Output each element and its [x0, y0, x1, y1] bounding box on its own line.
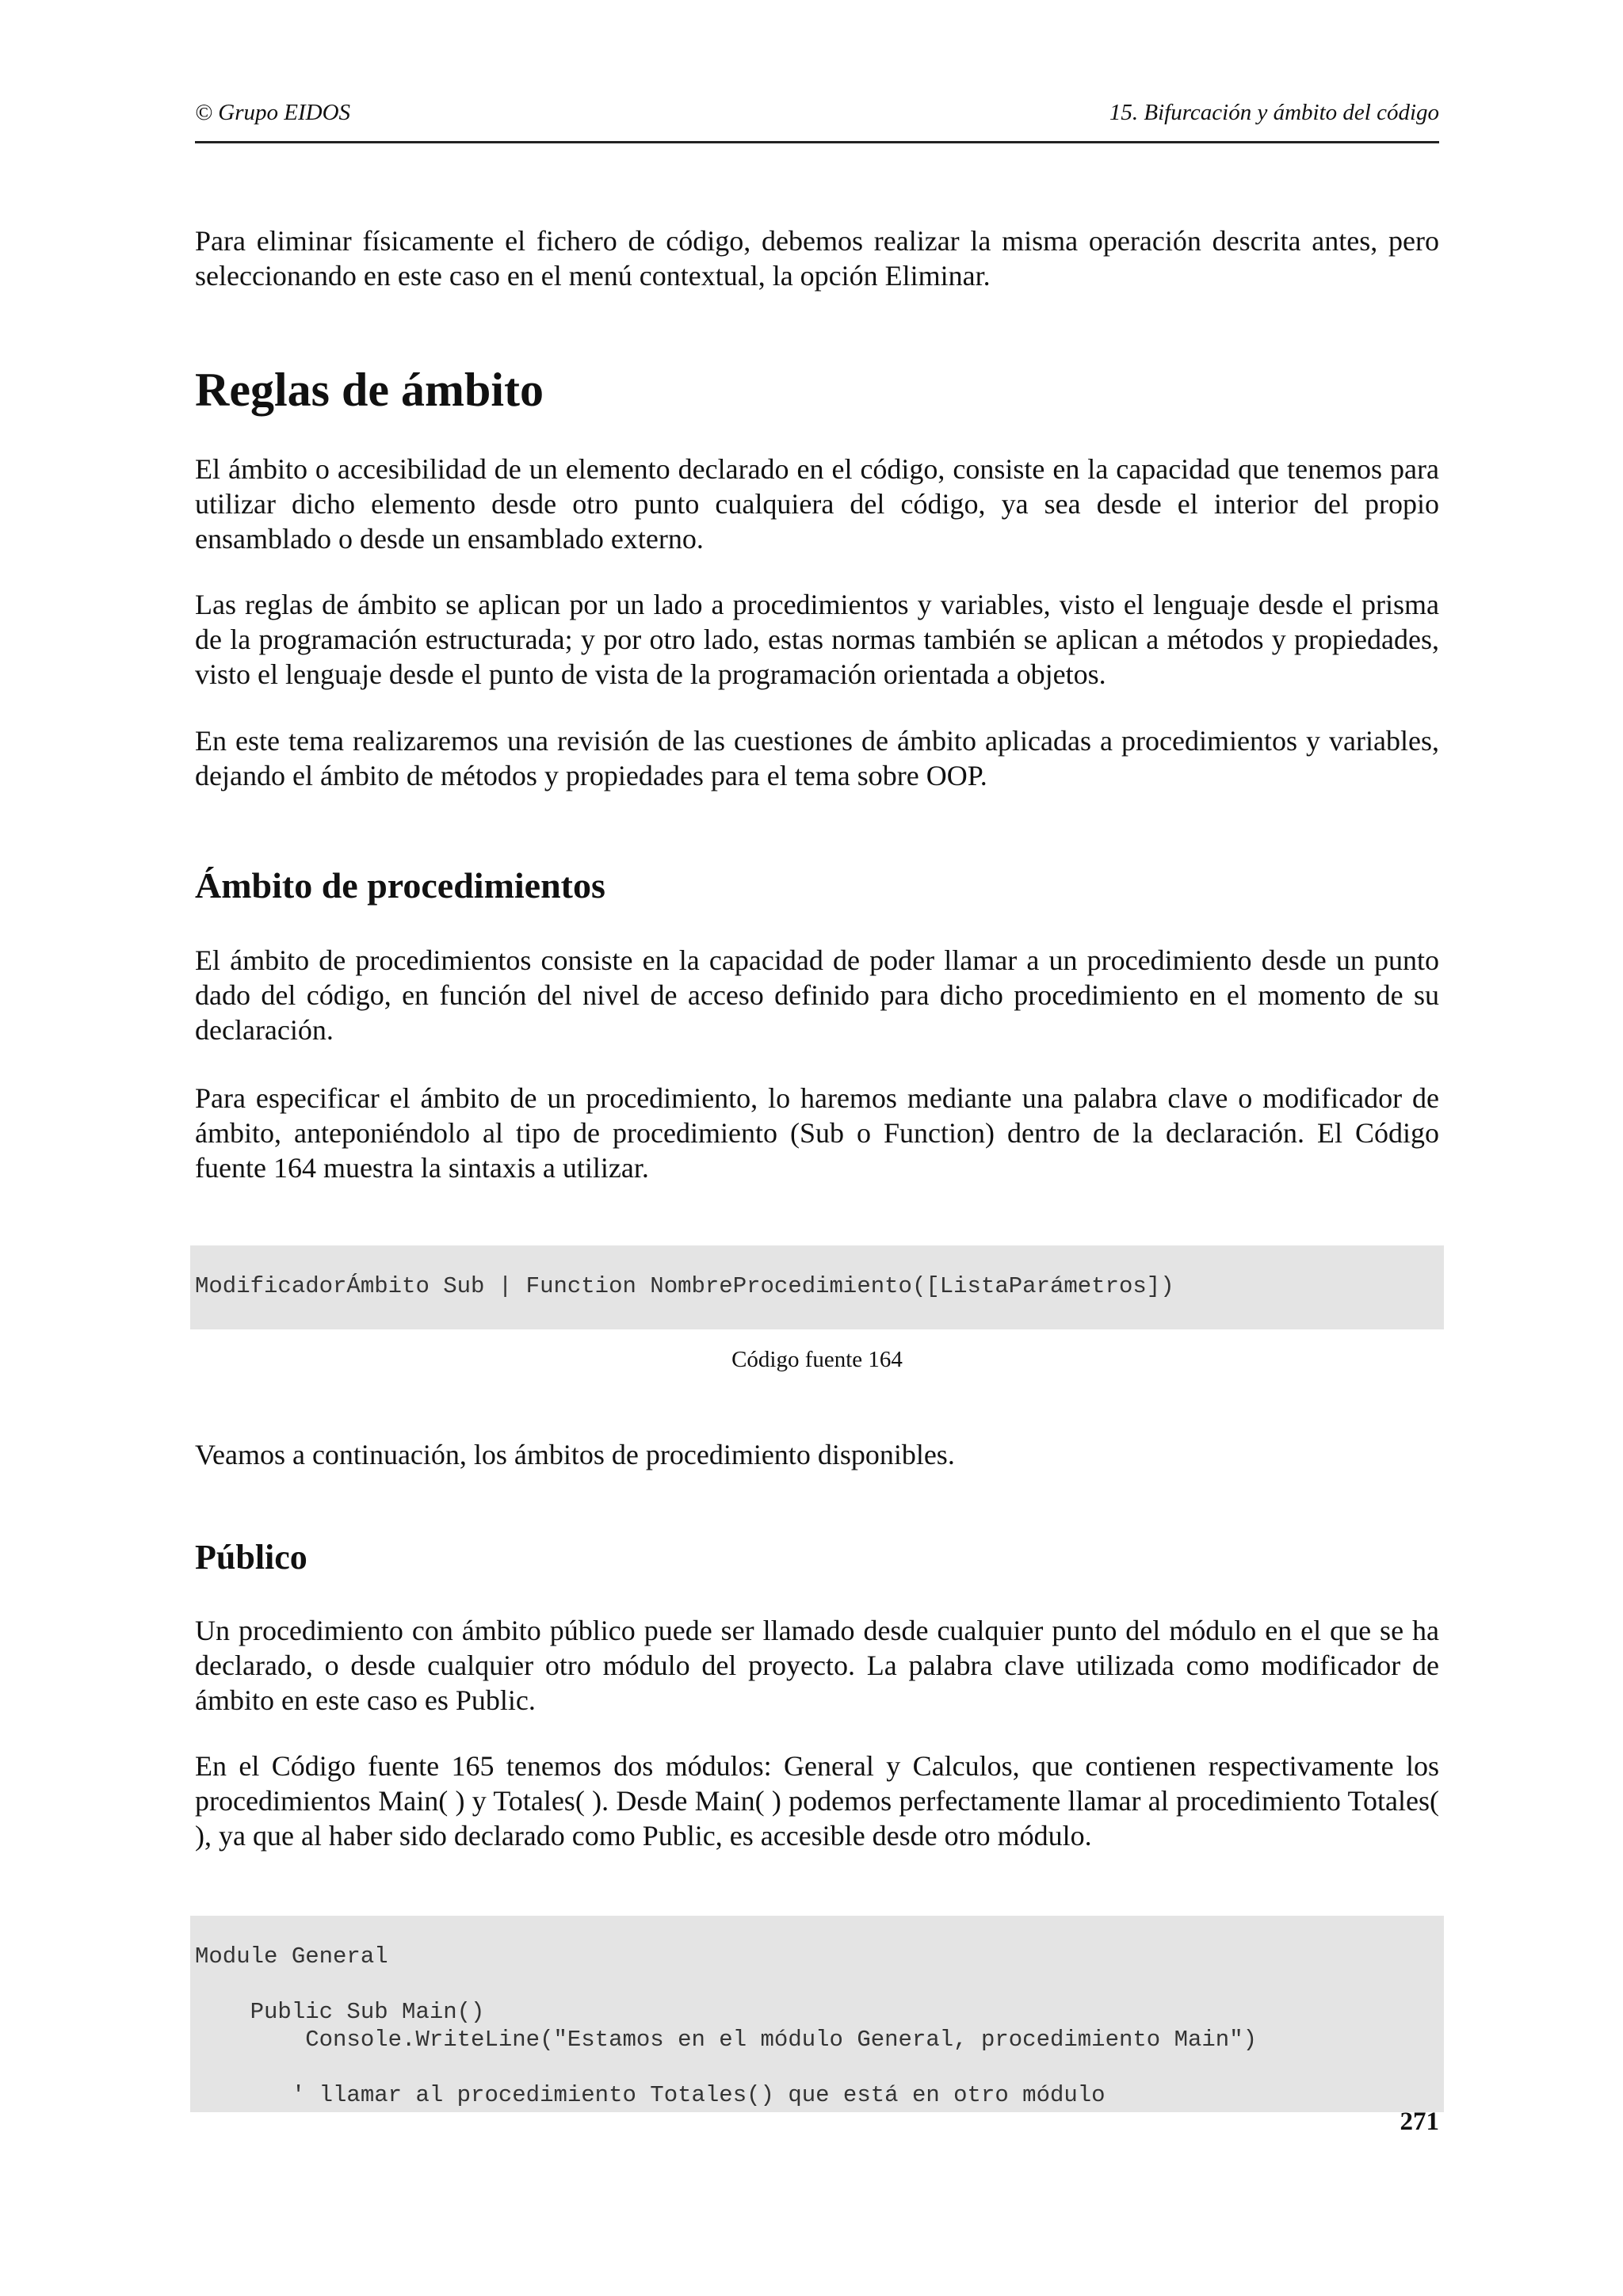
publico-paragraph-2: En el Código fuente 165 tenemos dos módulos: General y Calculos, que contienen respectivamente los procedimientos Main( ) y Totales( ). Desde Main( ) podemos perfectamente llamar al procedimiento Totales( ), ya que al haber sido declarado como Public, es accesible desde otro módulo. — [195, 1750, 1439, 1852]
section-title-publico: Público — [195, 1538, 307, 1577]
reglas-paragraph-2: Las reglas de ámbito se aplican por un lado a procedimientos y variables, visto el lenguaje desde el prisma de la programación estructurada; y por otro lado, estas normas también se aplican a métodos y propiedades, visto el lenguaje desde el punto de vista de la programación orientada a objetos. — [195, 589, 1439, 690]
page-header — [195, 93, 1439, 143]
header-chapter-title: 15. Bifurcación y ámbito del código — [1109, 100, 1439, 125]
procedimientos-paragraph-2: Para especificar el ámbito de un procedimiento, lo haremos mediante una palabra clave o modificador de ámbito, anteponiéndolo al tipo de procedimiento (Sub o Function) dentro de la declaración. El Código fuente 164 muestra la sintaxis a utilizar. — [195, 1082, 1439, 1184]
page-number: 271 — [1400, 2107, 1439, 2136]
code-line: ModificadorÁmbito Sub | Function NombreProcedimiento([ListaParámetros]) — [195, 1273, 1174, 1299]
code-line: Console.WriteLine("Estamos en el módulo General, procedimiento Main") — [195, 2027, 1258, 2053]
code-line: Module General — [195, 1943, 388, 1970]
reglas-paragraph-1: El ámbito o accesibilidad de un elemento declarado en el código, consiste en la capacidad que tenemos para utilizar dicho elemento desde otro punto cualquiera del código, ya sea desde el interior del propio ensamblado o desde un ensamblado externo. — [195, 453, 1439, 555]
code-line: ' llamar al procedimiento Totales() que está en otro módulo — [195, 2082, 1106, 2108]
code-line: Public Sub Main() — [195, 1999, 485, 2025]
code-block-165 — [190, 1916, 1444, 2112]
code-block-164 — [190, 1245, 1444, 1329]
header-publisher: © Grupo EIDOS — [195, 100, 351, 125]
section-title-reglas: Reglas de ámbito — [195, 364, 544, 416]
intro-paragraph: Para eliminar físicamente el fichero de código, debemos realizar la misma operación descrita antes, pero seleccionando en este caso en el menú contextual, la opción Eliminar. — [195, 225, 1439, 292]
section-title-procedimientos: Ámbito de procedimientos — [195, 865, 605, 906]
reglas-paragraph-3: En este tema realizaremos una revisión de las cuestiones de ámbito aplicadas a procedimientos y variables, dejando el ámbito de métodos y propiedades para el tema sobre OOP. — [195, 725, 1439, 791]
code-caption-164: Código fuente 164 — [731, 1347, 903, 1372]
procedimientos-paragraph-3: Veamos a continuación, los ámbitos de procedimiento disponibles. — [195, 1439, 955, 1470]
publico-paragraph-1: Un procedimiento con ámbito público puede ser llamado desde cualquier punto del módulo en el que se ha declarado, o desde cualquier otro módulo del proyecto. La palabra clave utilizada como modificador de ámbito en este caso es Public. — [195, 1615, 1439, 1716]
procedimientos-paragraph-1: El ámbito de procedimientos consiste en la capacidad de poder llamar a un procedimiento desde un punto dado del código, en función del nivel de acceso definido para dicho procedimiento en el momento de su declaración. — [195, 944, 1439, 1046]
